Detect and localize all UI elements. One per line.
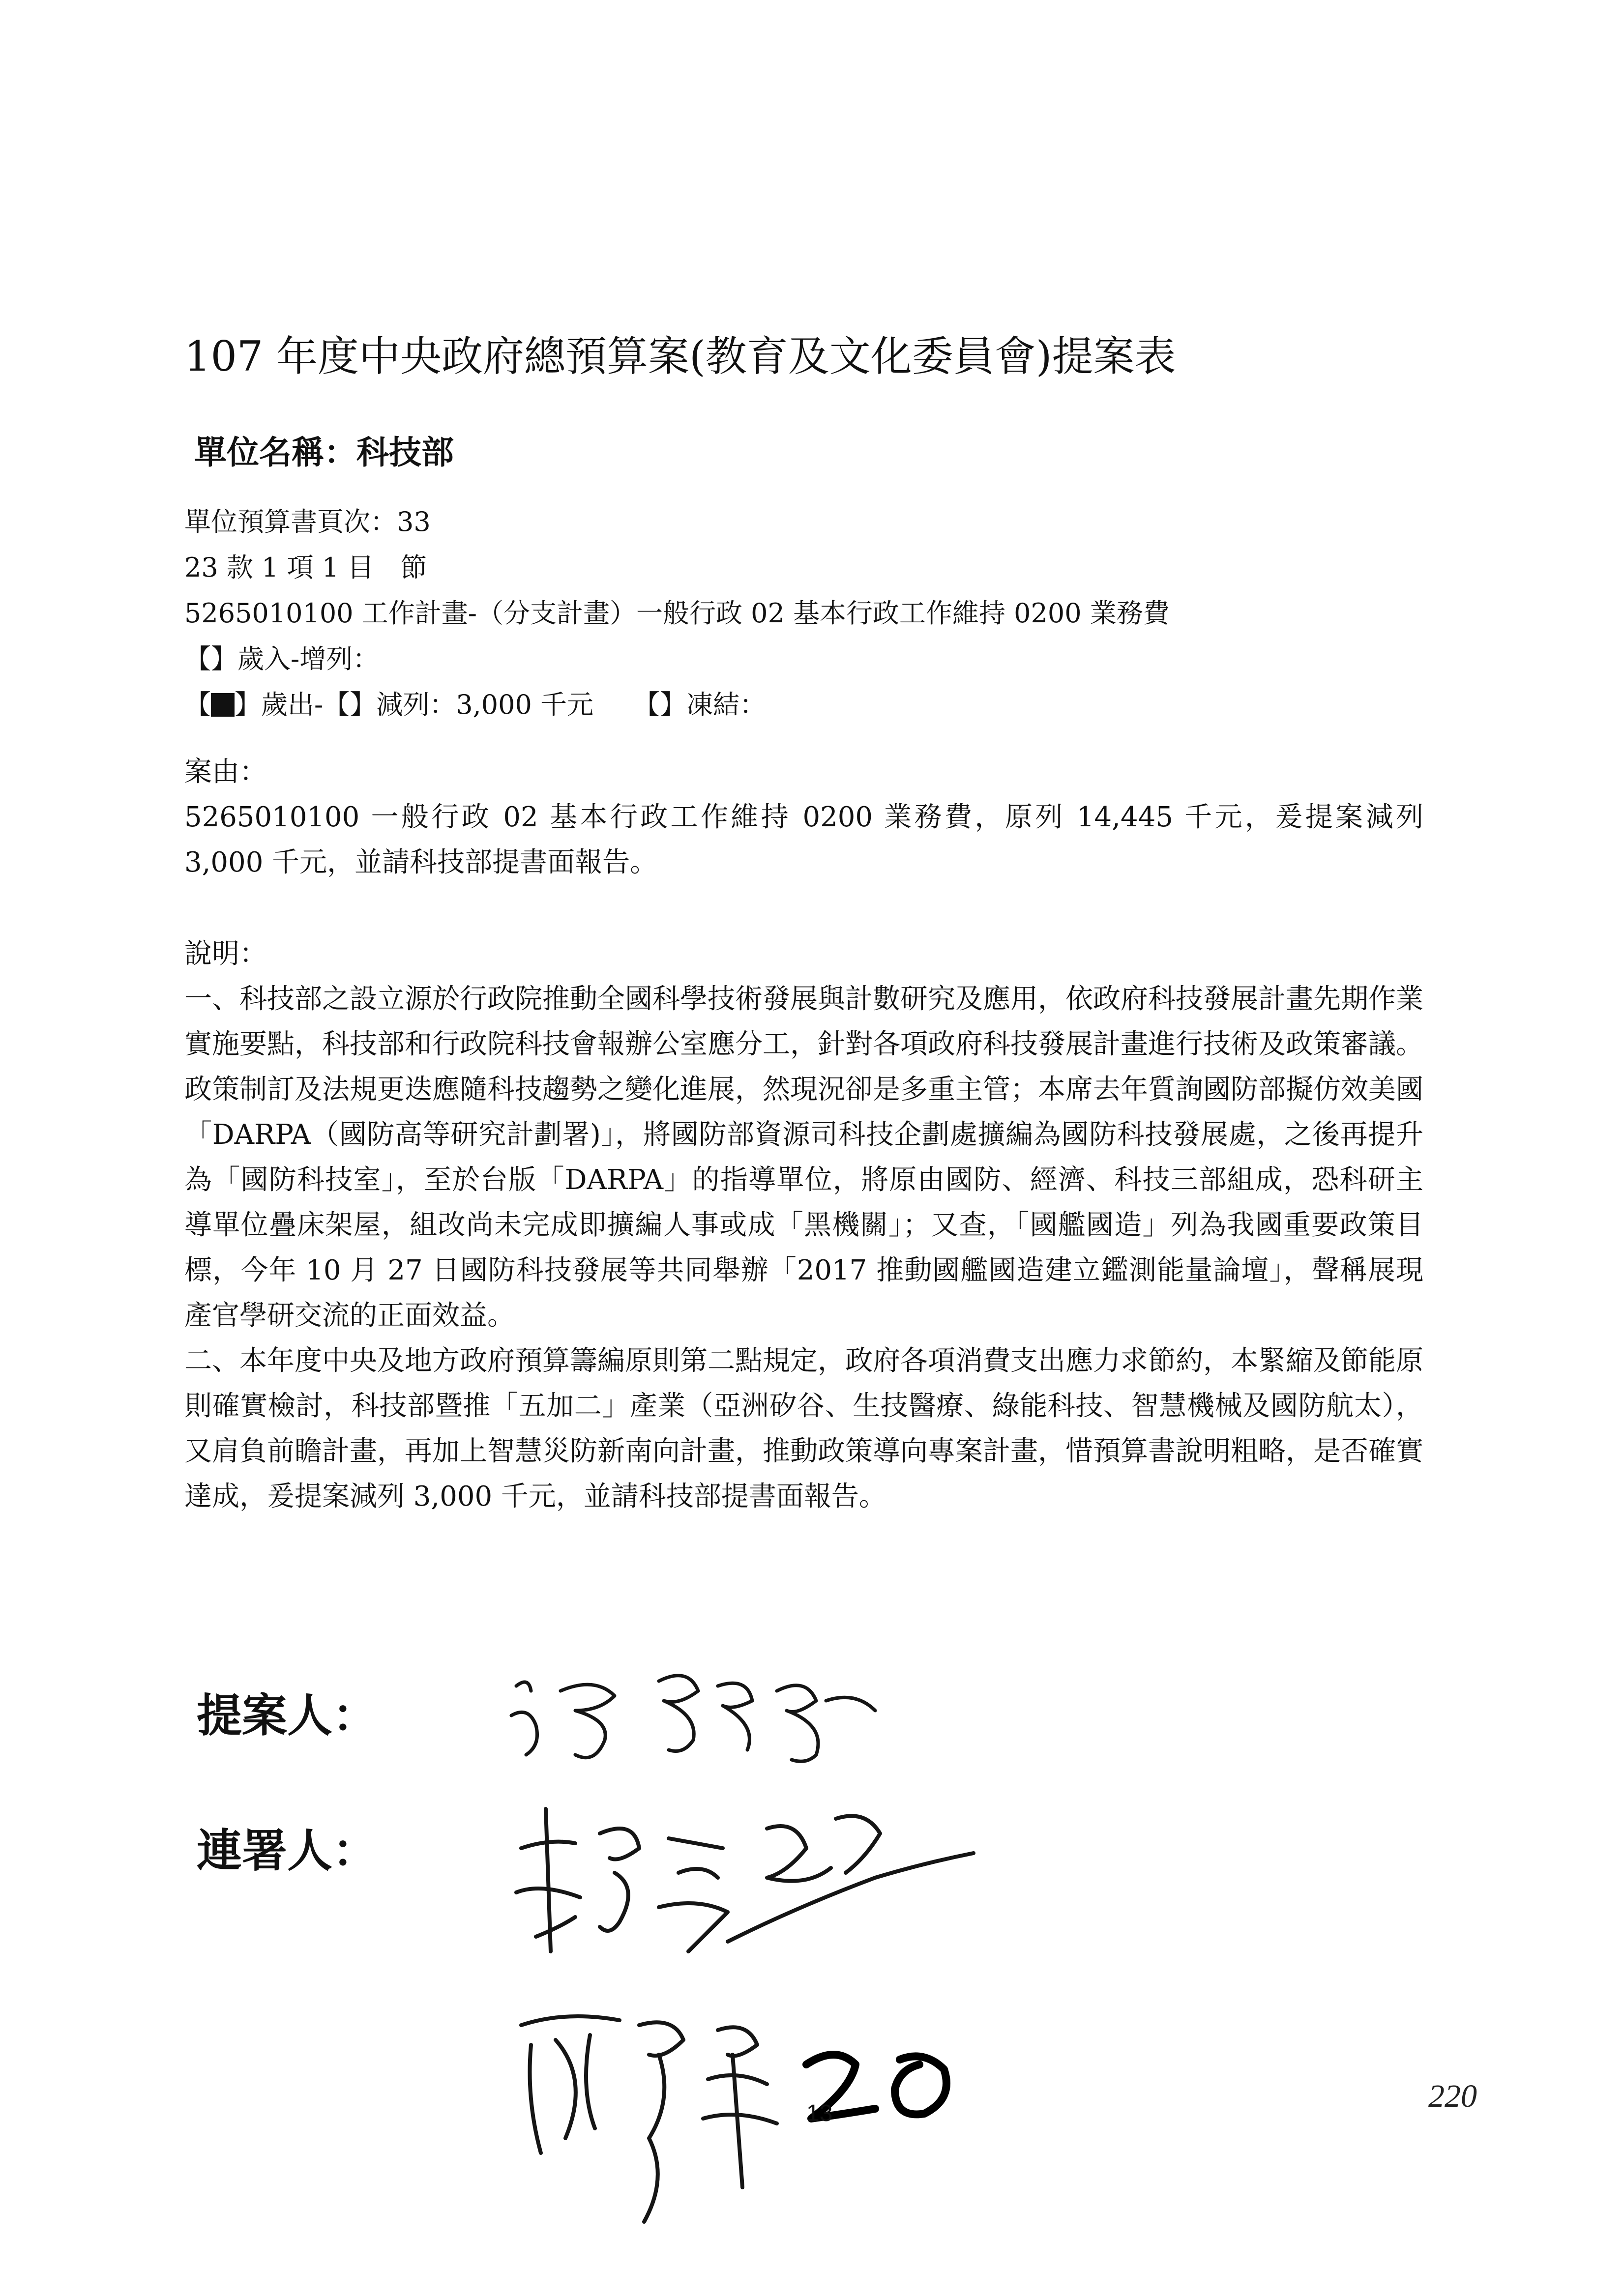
page-title: 107 年度中央政府總預算案(教育及文化委員會)提案表 <box>184 332 1176 380</box>
proposer-signature <box>502 1657 905 1784</box>
cosigner-signature-2 <box>511 1991 1013 2266</box>
expense-reduction-text: 】歲出-【】減列：3,000 千元 【】凍結： <box>235 689 767 720</box>
page-reference: 單位預算書頁次：33 <box>184 506 431 537</box>
cosigner-signature-1 <box>492 1789 1008 1986</box>
reason-heading: 案由： <box>184 756 267 788</box>
budget-item: 23 款 1 項 1 目 節 <box>184 552 427 583</box>
explanation-section <box>184 931 1423 1519</box>
reason-section <box>184 750 1423 885</box>
budget-metadata <box>184 499 1487 727</box>
page-number: 13 <box>806 2100 833 2126</box>
cosigner-label: 連署人： <box>197 1824 378 1877</box>
proposer-label: 提案人： <box>197 1689 378 1742</box>
reason-text: 5265010100 一般行政 02 基本行政工作維持 0200 業務費，原列 14,445 千元，爰提案減列 3,000 千元，並請科技部提書面報告。 <box>184 801 1423 878</box>
unit-name: 單位名稱：科技部 <box>194 433 454 471</box>
handwritten-page-annotation: 220 <box>1428 2078 1477 2114</box>
work-plan: 5265010100 工作計畫-（分支計畫）一般行政 02 基本行政工作維持 0200 業務費 <box>184 598 1170 629</box>
filled-checkbox <box>211 693 235 717</box>
explanation-paragraph-1: 一、科技部之設立源於行政院推動全國科學技術發展與計數研究及應用，依政府科技發展計畫先期作業實施要點，科技部和行政院科技會報辦公室應分工，針對各項政府科技發展計畫進行技術及政策審議。政策制訂及法規更迭應隨科技趨勢之變化進展，然現況卻是多重主管；本席去年質詢國防部擬仿效美國「DARPA（國防高等研究計劃署)」，將國防部資源司科技企劃處擴編為國防科技發展處，之後再提升為「國防科技室」，至於台版「DARPA」的指導單位，將原由國防、經濟、科技三部組成，恐科研主導單位疊床架屋，組改尚未完成即擴編人事或成「黑機關」；又查，「國艦國造」列為我國重要政策目標，今年 10 月 27 日國防科技發展等共同舉辦「2017 推動國艦國造建立鑑測能量論壇」，聲稱展現產官學研交流的正面效益。 <box>184 983 1423 1332</box>
explanation-heading: 說明： <box>184 938 267 970</box>
explanation-paragraph-2: 二、本年度中央及地方政府預算籌編原則第二點規定，政府各項消費支出應力求節約，本緊縮及節能原則確實檢討，科技部暨推「五加二」產業（亞洲矽谷、生技醫療、綠能科技、智慧機械及國防航太），又肩負前瞻計畫，再加上智慧災防新南向計畫，推動政策導向專案計畫，惜預算書說明粗略，是否確實達成，爰提案減列 3,000 千元，並請科技部提書面報告。 <box>184 1345 1423 1512</box>
expense-reduction-line <box>184 682 1487 727</box>
income-increase-line: 【】歲入-增列： <box>184 643 380 674</box>
expense-open-bracket: 【 <box>184 689 211 720</box>
